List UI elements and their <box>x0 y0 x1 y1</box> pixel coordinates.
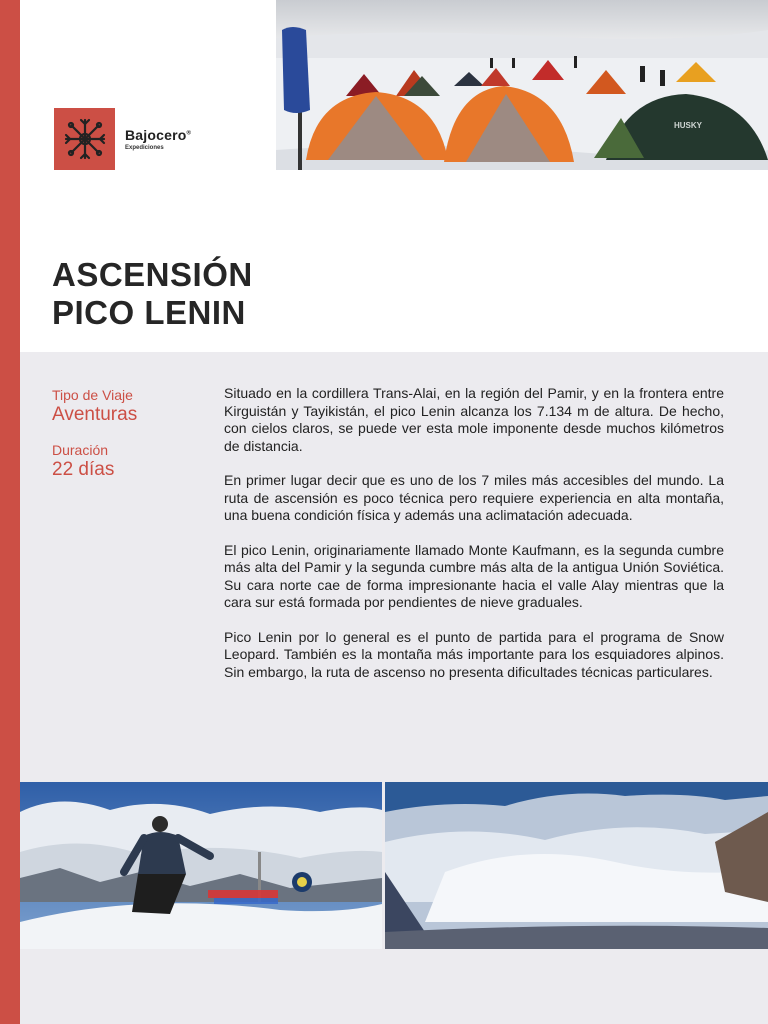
title-line-1: ASCENSIÓN <box>52 256 253 293</box>
page-title <box>52 256 253 332</box>
paragraph: Situado en la cordillera Trans-Alai, en la región del Pamir, y en la frontera entre Kirguistán y Tayikistán, el pico Lenin alcanza los 7.134 m de altura. De hecho, con cielos claros, se puede ver esta mole imponente desde muchos kilómetros de distancia. <box>224 385 724 454</box>
trip-type-label: Tipo de Viaje <box>52 387 133 403</box>
brand-subtitle: Expediciones <box>125 145 164 151</box>
tent-brand-label: HUSKY <box>674 121 703 130</box>
summit-photo <box>20 782 382 949</box>
ornamental-star-icon <box>54 108 115 170</box>
trip-type-value: Aventuras <box>52 404 138 425</box>
paragraph: En primer lugar decir que es uno de los 7 miles más accesibles del mundo. La ruta de ascensión es poco técnica pero requiere experiencia en alta montaña, una buena condición física y además una aclimatación adecuada. <box>224 472 724 523</box>
paragraph: Pico Lenin por lo general es el punto de partida para el programa de Snow Leopard. También es la montaña más importante para los esquiadores alpinos. Sin embargo, la ruta de ascenso no presenta dificultades técnicas particulares. <box>224 628 724 680</box>
content-panel <box>20 352 768 1024</box>
camp-photo <box>276 0 768 170</box>
description <box>224 385 724 698</box>
title-line-2: PICO LENIN <box>52 294 246 331</box>
header <box>20 0 768 352</box>
brand-logo <box>54 108 191 170</box>
trip-meta <box>52 387 137 481</box>
paragraph: El pico Lenin, originariamente llamado Monte Kaufmann, es la segunda cumbre más alta del Pamir y la segunda cumbre más alta de la antigua Unión Soviética. Su cara norte cae de forma impresionante hacia el valle Alay mientras que la cara sur está formada por pendientes de nieve graduales. <box>224 541 724 610</box>
duration-label: Duración <box>52 442 109 458</box>
brand-name: Bajocero® <box>125 127 192 143</box>
duration-value: 22 días <box>52 459 115 480</box>
valley-photo <box>385 782 768 949</box>
accent-stripe <box>0 0 20 1024</box>
